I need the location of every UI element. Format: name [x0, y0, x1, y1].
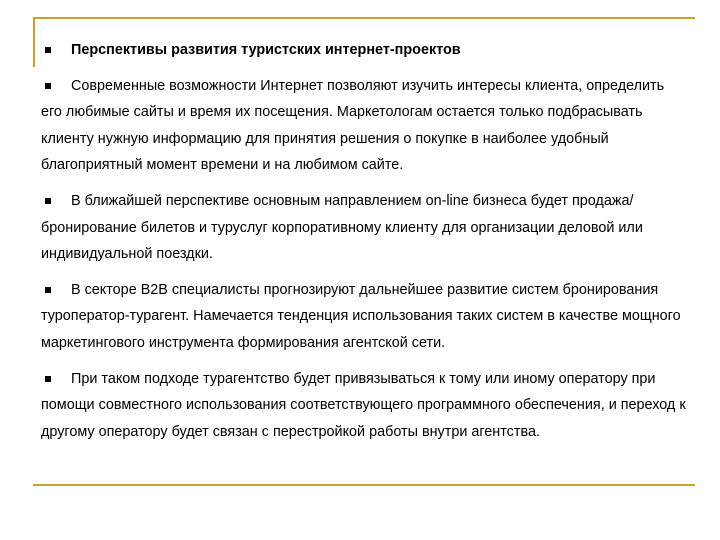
bullet-item: [41, 277, 689, 357]
slide-title: [41, 37, 689, 64]
bullet-item: [41, 188, 689, 268]
square-bullet-icon: [45, 83, 51, 89]
title-text: Перспективы развития туристских интернет-проектов: [71, 42, 461, 58]
square-bullet-icon: [45, 47, 51, 53]
bottom-rule: [33, 484, 695, 486]
square-bullet-icon: [45, 198, 51, 204]
bullet-item: [41, 73, 689, 179]
bullet-text: В ближайшей перспективе основным направлением on-line бизнеса будет продажа/бронирование билетов и туруслуг корпоративному клиенту для организации деловой или индивидуальной поездки.: [41, 192, 643, 263]
slide-content: [41, 37, 689, 445]
square-bullet-icon: [45, 376, 51, 382]
bullet-text: В секторе B2B специалисты прогнозируют дальнейшее развитие систем бронирования туроператор-турагент. Намечается тенденция использования таких систем в качестве мощного маркетингового инструмента формирования агентской сети.: [41, 281, 681, 351]
square-bullet-icon: [45, 287, 51, 293]
bullet-item: [41, 366, 689, 446]
left-rule: [33, 17, 35, 67]
top-rule: [33, 17, 695, 19]
bullet-text: При таком подходе турагентство будет привязываться к тому или иному оператору при помощи совместного использования соответствующего программного обеспечения, и переход к другому оператору будет связан с перестройкой работы внутри агентства.: [41, 370, 686, 440]
bullet-text: Современные возможности Интернет позволяют изучить интересы клиента, определить его любимые сайты и время их посещения. Маркетологам остается только подбрасывать клиенту нужную информацию для принятия решения о покупке в наиболее удобный благоприятный момент времени и на любимом сайте.: [41, 77, 665, 174]
